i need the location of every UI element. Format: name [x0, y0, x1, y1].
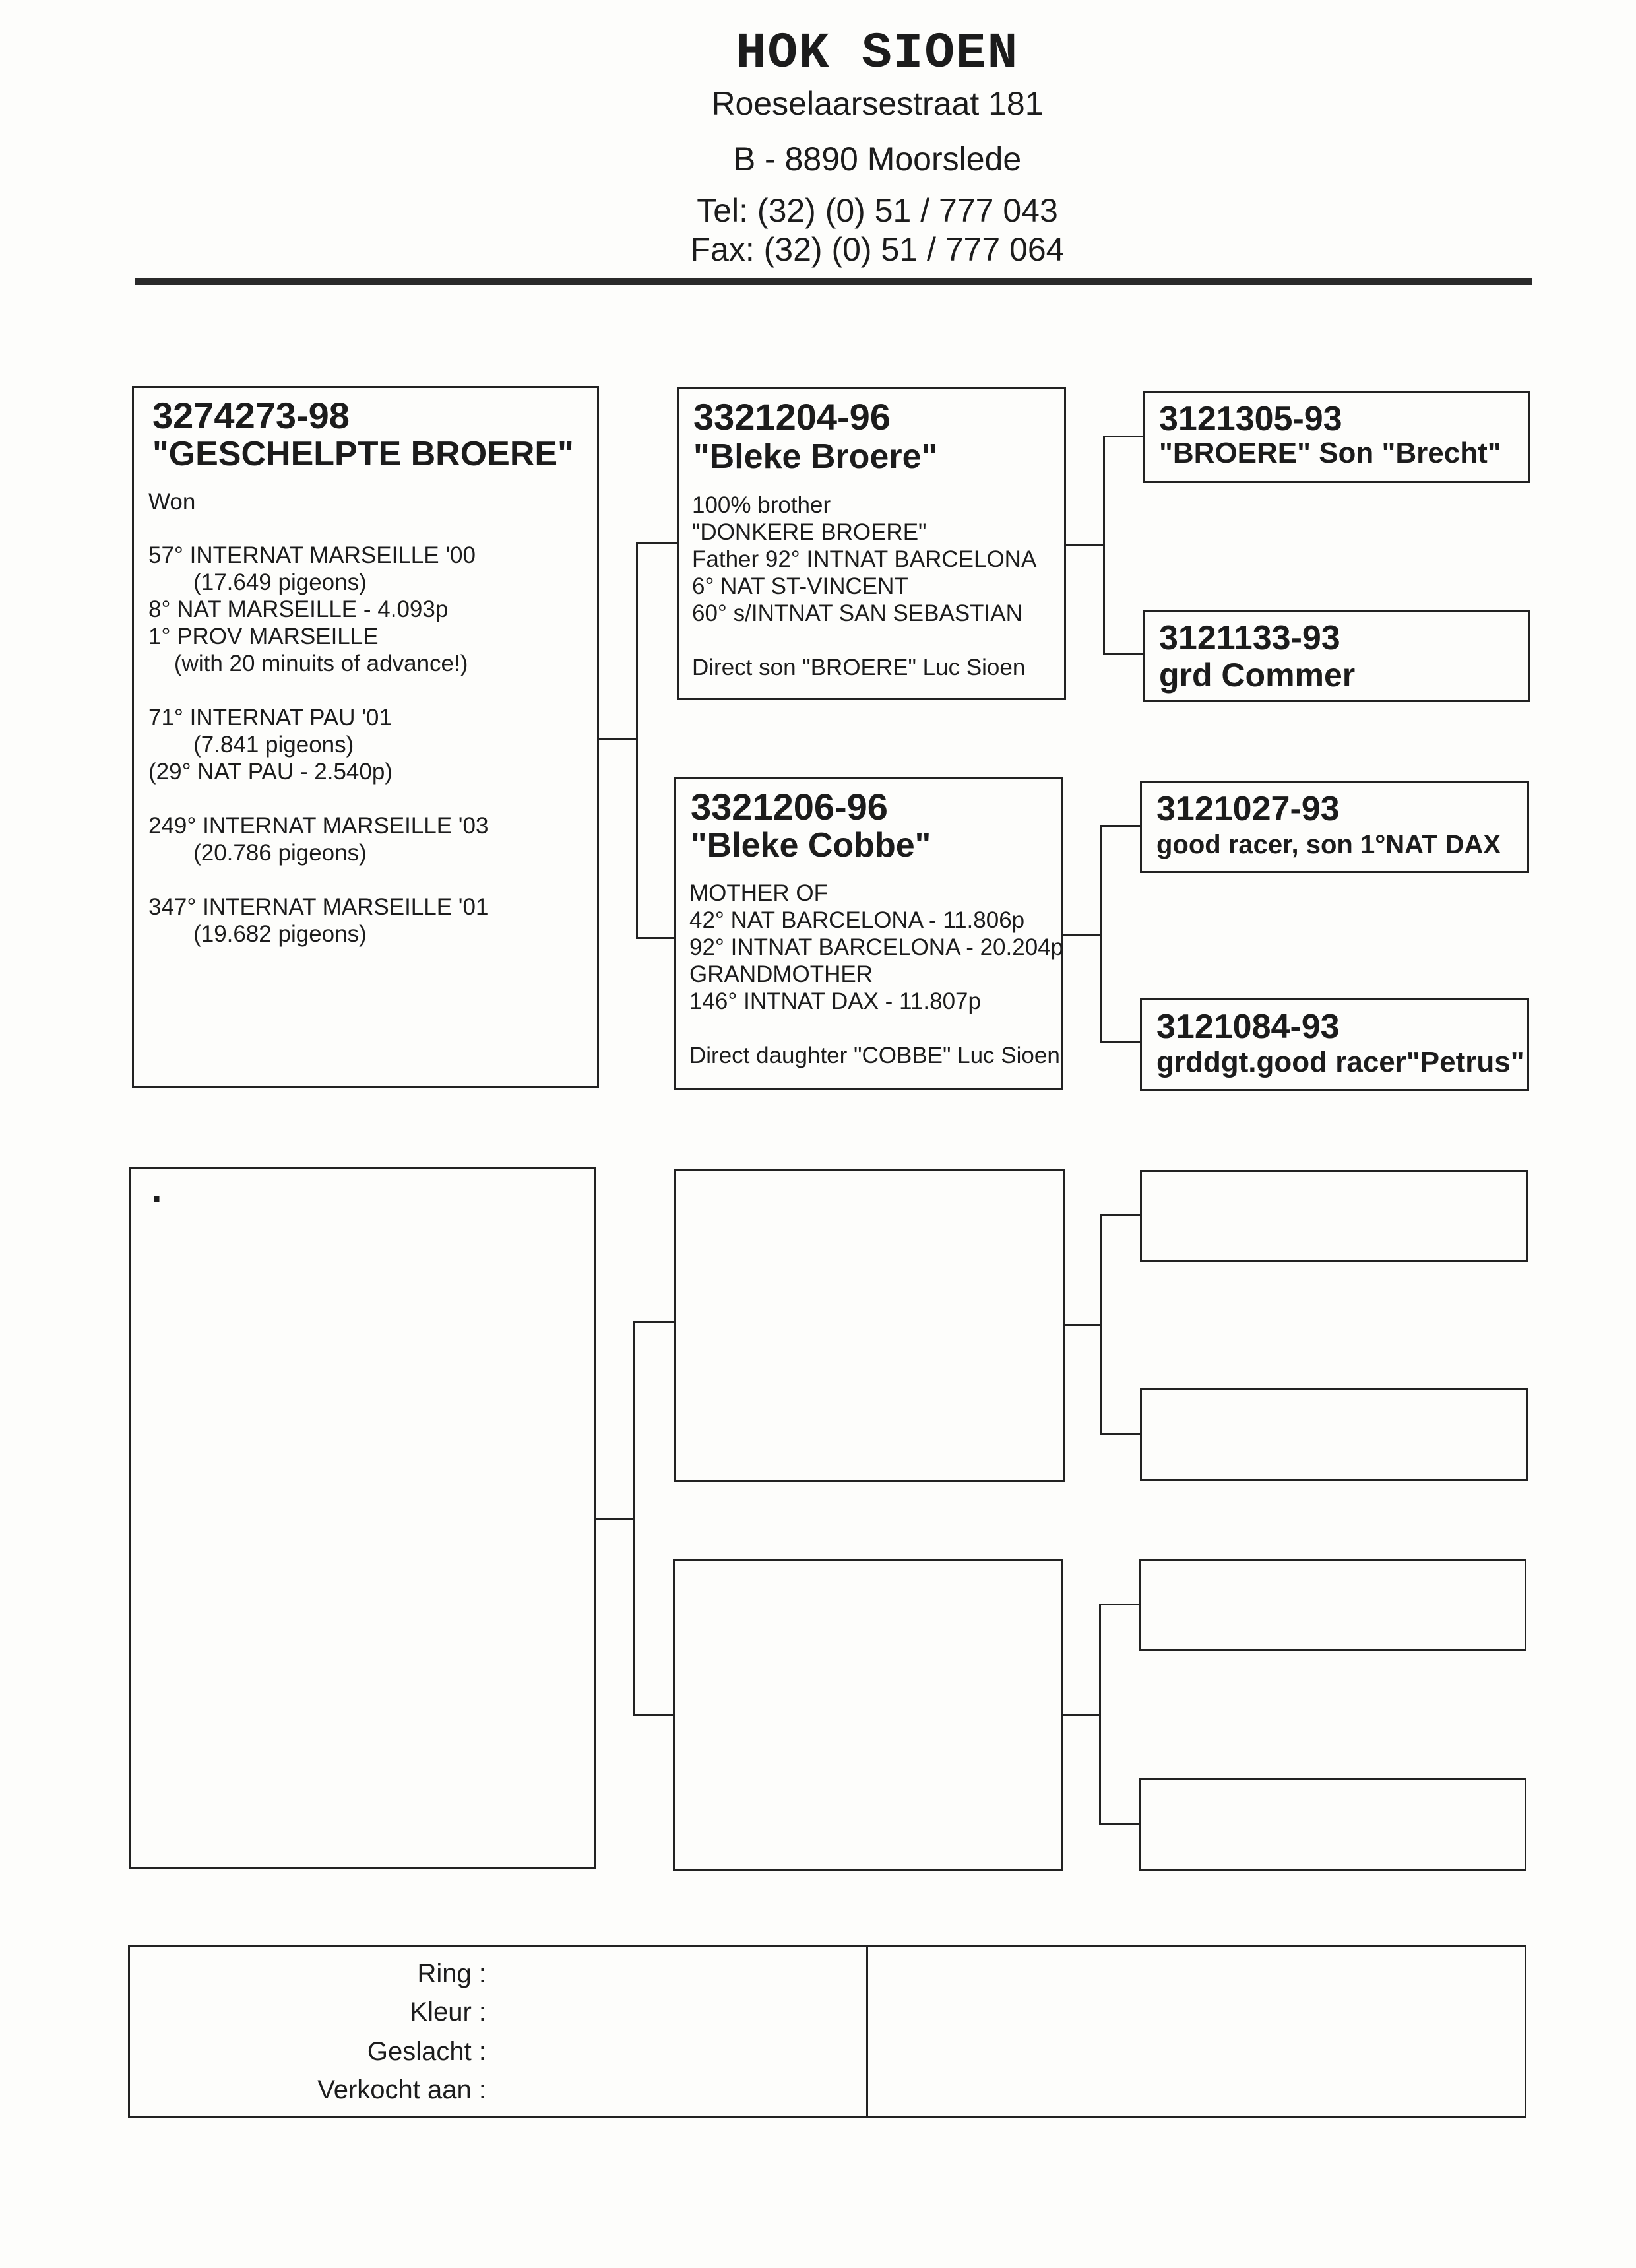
mother-name: "Bleke Cobbe"	[691, 826, 931, 864]
mother-info-line: GRANDMOTHER	[689, 961, 873, 987]
connector	[1099, 1604, 1101, 1824]
fax-number: Fax: (32) (0) 51 / 777 064	[690, 231, 1065, 268]
main-result-line	[148, 785, 488, 812]
father-info-line: Father 92° INTNAT BARCELONA	[692, 546, 1037, 572]
main-result-line: (7.841 pigeons)	[148, 732, 354, 758]
main-result-line: 57° INTERNAT MARSEILLE '00	[148, 542, 476, 568]
grandfather-maternal-box	[1140, 781, 1529, 873]
main-result-line: 1° PROV MARSEILLE	[148, 624, 379, 649]
mother-box	[674, 777, 1063, 1090]
footer-divider	[866, 1947, 868, 2116]
connector	[633, 1321, 674, 1323]
connector	[1099, 1604, 1139, 1605]
main-result-line: 8° NAT MARSEILLE - 4.093p	[148, 597, 449, 622]
father-info-line: 100% brother	[692, 492, 831, 518]
ff-box-blank[interactable]	[1140, 1170, 1528, 1262]
father-info-line: "DONKERE BROERE"	[692, 519, 927, 545]
grandmother-paternal-box	[1143, 610, 1530, 702]
grandmother-maternal-box	[1140, 998, 1529, 1091]
connector	[1103, 436, 1105, 655]
main-result-line: (29° NAT PAU - 2.540p)	[148, 759, 393, 785]
main-pigeon-box	[132, 386, 599, 1088]
address-city: B - 8890 Moorslede	[733, 141, 1022, 178]
father-info-line: 6° NAT ST-VINCENT	[692, 573, 908, 599]
connector	[1100, 1041, 1140, 1043]
father-name: "Bleke Broere"	[693, 437, 938, 476]
connector	[636, 937, 674, 939]
main-result-line: (with 20 minuits of advance!)	[148, 651, 468, 676]
phone-number: Tel: (32) (0) 51 / 777 043	[697, 192, 1058, 229]
father-box	[677, 387, 1066, 700]
father-info-line	[692, 627, 1036, 654]
mother-info-line: Direct daughter "COBBE" Luc Sioen	[689, 1043, 1060, 1068]
verkocht-label: Verkocht aan :	[317, 2075, 486, 2104]
address-street: Roeselaarsestraat 181	[711, 85, 1044, 122]
fm-ring-number: 3121133-93	[1159, 619, 1340, 657]
connector	[633, 1714, 673, 1716]
connector	[599, 738, 637, 740]
ff-description: "BROERE" Son "Brecht"	[1159, 437, 1501, 469]
father-ring-number: 3321204-96	[693, 396, 891, 437]
connector	[1063, 1714, 1100, 1716]
connector	[596, 1518, 635, 1520]
mother-info-line: 146° INTNAT DAX - 11.807p	[689, 988, 981, 1014]
connector	[1103, 436, 1143, 437]
father-info	[692, 492, 1036, 681]
connector	[1099, 1823, 1139, 1825]
mother-info-line	[689, 1015, 1063, 1042]
fm-description: grd Commer	[1159, 657, 1356, 694]
main-result-line: 249° INTERNAT MARSEILLE '03	[148, 813, 489, 839]
father-box-blank[interactable]	[674, 1169, 1065, 1482]
main-result-line: (20.786 pigeons)	[148, 840, 367, 866]
mother-ring-number: 3321206-96	[691, 786, 888, 827]
connector	[1063, 934, 1102, 936]
mf-description: good racer, son 1°NAT DAX	[1156, 830, 1501, 859]
main-result-line: (19.682 pigeons)	[148, 921, 367, 947]
footer-box	[128, 1945, 1526, 2118]
connector	[633, 1321, 635, 1716]
main-result-line	[148, 866, 488, 893]
fm-box-blank[interactable]	[1140, 1388, 1528, 1481]
main-result-line: 347° INTERNAT MARSEILLE '01	[148, 894, 489, 920]
kleur-label: Kleur :	[410, 1997, 486, 2026]
main-result-line: (17.649 pigeons)	[148, 569, 367, 595]
connector	[1065, 1324, 1102, 1326]
mother-info-line: MOTHER OF	[689, 880, 828, 906]
connector	[1103, 653, 1143, 655]
main-ring-number: 3274273-98	[152, 395, 350, 436]
connector	[1100, 1214, 1140, 1216]
ff-ring-number: 3121305-93	[1159, 400, 1342, 438]
mother-info-line: 92° INTNAT BARCELONA - 20.204p	[689, 934, 1064, 960]
geslacht-label: Geslacht :	[367, 2037, 486, 2066]
main-mark: .	[151, 1167, 162, 1211]
mf-box-blank[interactable]	[1139, 1559, 1526, 1651]
mother-info	[689, 880, 1063, 1069]
main-result-line: 71° INTERNAT PAU '01	[148, 705, 392, 730]
grandfather-paternal-box	[1143, 391, 1530, 483]
ring-label: Ring :	[417, 1959, 486, 1988]
mm-ring-number: 3121084-93	[1156, 1008, 1340, 1046]
breeder-title: HOK SIOEN	[736, 25, 1019, 82]
header-divider	[135, 278, 1532, 285]
connector	[636, 542, 638, 938]
connector	[1100, 825, 1140, 827]
mm-box-blank[interactable]	[1139, 1778, 1526, 1871]
main-pigeon-name: "GESCHELPTE BROERE"	[152, 435, 574, 473]
connector	[636, 542, 677, 544]
main-pigeon-box-blank[interactable]	[129, 1167, 596, 1869]
main-result-line	[148, 677, 488, 704]
connector	[1100, 825, 1102, 1043]
mother-box-blank[interactable]	[673, 1559, 1063, 1871]
father-info-line: Direct son "BROERE" Luc Sioen	[692, 655, 1026, 680]
connector	[1100, 1433, 1140, 1435]
mf-ring-number: 3121027-93	[1156, 790, 1340, 828]
main-results	[148, 542, 488, 948]
connector	[1066, 544, 1104, 546]
connector	[1100, 1214, 1102, 1435]
father-info-line: 60° s/INTNAT SAN SEBASTIAN	[692, 600, 1022, 626]
main-won-label: Won	[148, 489, 196, 515]
mm-description: grddgt.good racer"Petrus"	[1156, 1046, 1525, 1078]
mother-info-line: 42° NAT BARCELONA - 11.806p	[689, 907, 1025, 933]
